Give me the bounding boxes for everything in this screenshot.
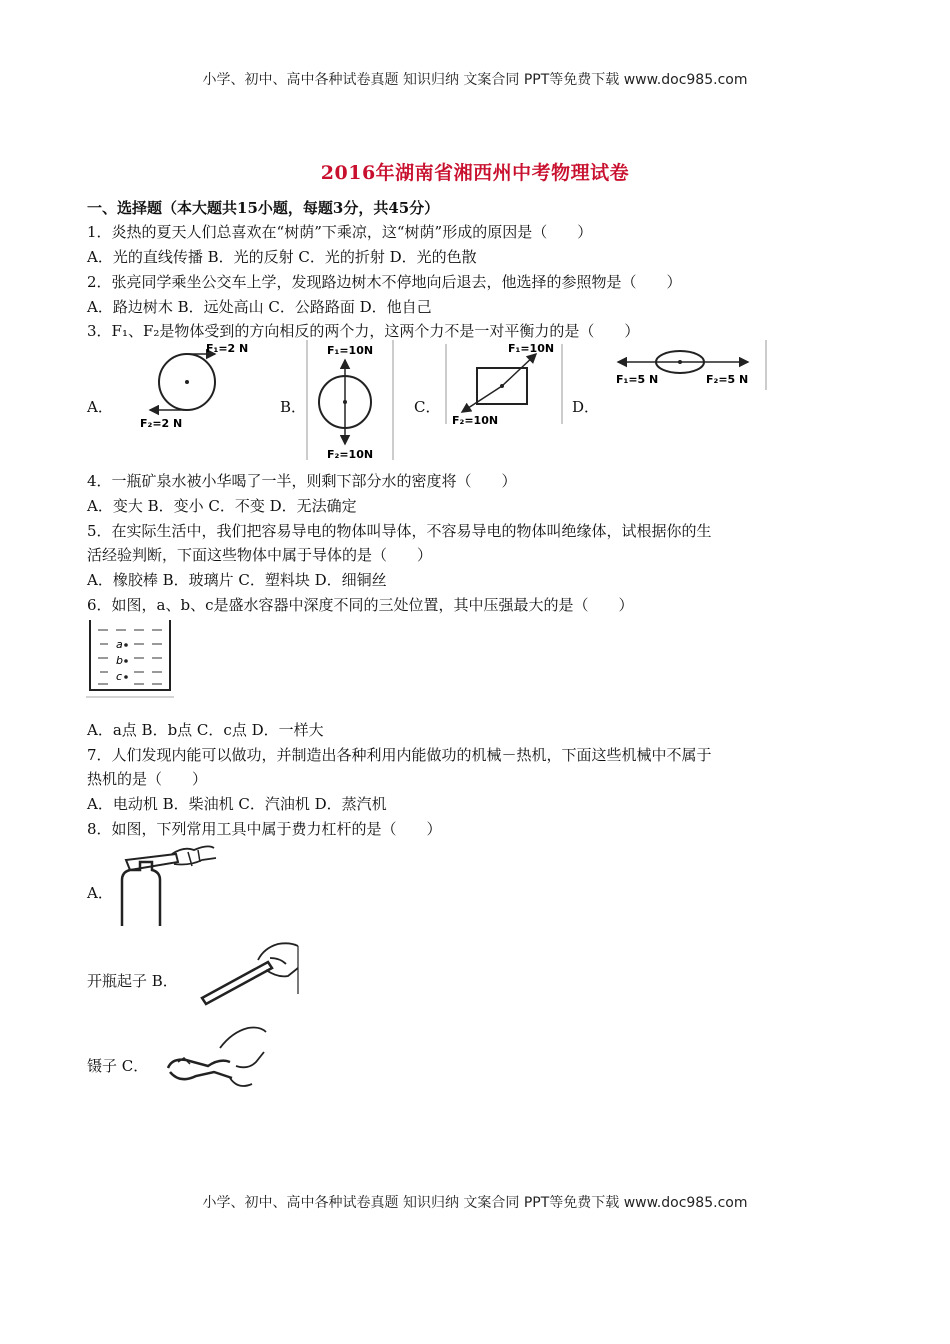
q3c-f2-label: F₂=10N xyxy=(452,414,499,427)
q6-point-b: b xyxy=(116,654,123,667)
q3b-f1-label: F₁=10N xyxy=(327,344,374,357)
q4-options: A．变大 B．变小 C．不变 D．无法确定 xyxy=(87,497,357,515)
section-heading: 一、选择题（本大题共15小题，每题3分，共45分） xyxy=(87,199,440,217)
q8-stem: 8．如图，下列常用工具中属于费力杠杆的是（ ） xyxy=(87,820,442,838)
q3c-f1-arrow xyxy=(502,354,536,386)
q8-label-c: 镊子 C． xyxy=(87,1057,149,1075)
q3-label-b: B． xyxy=(280,398,307,416)
q6-point-c: c xyxy=(116,670,123,683)
q3a-f1-label: F₁=2 N xyxy=(206,342,249,355)
q8-tweezers-figure xyxy=(198,940,302,1006)
header-banner: 小学、初中、高中各种试卷真题 知识归纳 文案合同 PPT等免费下载 www.doc985.com xyxy=(202,72,748,88)
q3-figure-a xyxy=(112,340,272,432)
q5-stem-line1: 5．在实际生活中，我们把容易导电的物体叫导体，不容易导电的物体叫绝缘体，试根据你的生 xyxy=(87,522,712,540)
q7-stem-line1: 7．人们发现内能可以做功，并制造出各种利用内能做功的机械－热机，下面这些机械中不属于 xyxy=(87,746,712,764)
q6-container-figure xyxy=(86,618,176,700)
q8-label-a: A． xyxy=(87,884,113,902)
q3-figure-c xyxy=(444,340,564,428)
q3-figure-b xyxy=(305,340,395,460)
q3d-f2-label: F₂=5 N xyxy=(706,373,749,386)
q1-stem: 1．炎热的夏天人们总喜欢在“树荫”下乘凉，这“树荫”形成的原因是（ ） xyxy=(87,223,593,241)
q3c-f1-label: F₁=10N xyxy=(508,342,555,355)
q7-stem-line2: 热机的是（ ） xyxy=(87,770,208,788)
q2-options: A．路边树木 B．远处高山 C．公路路面 D．他自己 xyxy=(87,298,432,316)
q3a-f2-label: F₂=2 N xyxy=(140,417,183,430)
q4-stem: 4．一瓶矿泉水被小华喝了一半，则剩下部分水的密度将（ ） xyxy=(87,472,517,490)
q3-label-a: A． xyxy=(87,398,113,416)
q6-options: A．a点 B．b点 C．c点 D．一样大 xyxy=(87,721,324,739)
q3-label-d: D． xyxy=(572,398,600,416)
q3c-f2-arrow xyxy=(462,386,502,412)
q8-label-b: 开瓶起子 B． xyxy=(87,972,178,990)
q1-options: A．光的直线传播 B．光的反射 C．光的折射 D．光的色散 xyxy=(87,248,477,266)
q3-figure-d xyxy=(600,340,770,392)
q3-label-c: C． xyxy=(414,398,441,416)
footer-banner: 小学、初中、高中各种试卷真题 知识归纳 文案合同 PPT等免费下载 www.doc985.com xyxy=(202,1195,748,1211)
q2-stem: 2．张亮同学乘坐公交车上学，发现路边树木不停地向后退去，他选择的参照物是（ ） xyxy=(87,273,682,291)
q6-point-a: a xyxy=(116,638,123,651)
q8-pliers-figure xyxy=(160,1018,270,1092)
q3d-f1-label: F₁=5 N xyxy=(616,373,659,386)
q3-stem: 3．F₁、F₂是物体受到的方向相反的两个力，这两个力不是一对平衡力的是（ ） xyxy=(87,322,640,340)
q8-bottle-opener-figure xyxy=(112,840,218,926)
q5-stem-line2: 活经验判断，下面这些物体中属于导体的是（ ） xyxy=(87,546,433,564)
q7-options: A．电动机 B．柴油机 C．汽油机 D．蒸汽机 xyxy=(87,795,387,813)
q5-options: A．橡胶棒 B．玻璃片 C．塑料块 D．细铜丝 xyxy=(87,571,387,589)
exam-title: 2016年湖南省湘西州中考物理试卷 xyxy=(320,162,630,184)
q3b-f2-label: F₂=10N xyxy=(327,448,374,460)
q6-stem: 6．如图，a、b、c是盛水容器中深度不同的三处位置，其中压强最大的是（ ） xyxy=(87,596,634,614)
